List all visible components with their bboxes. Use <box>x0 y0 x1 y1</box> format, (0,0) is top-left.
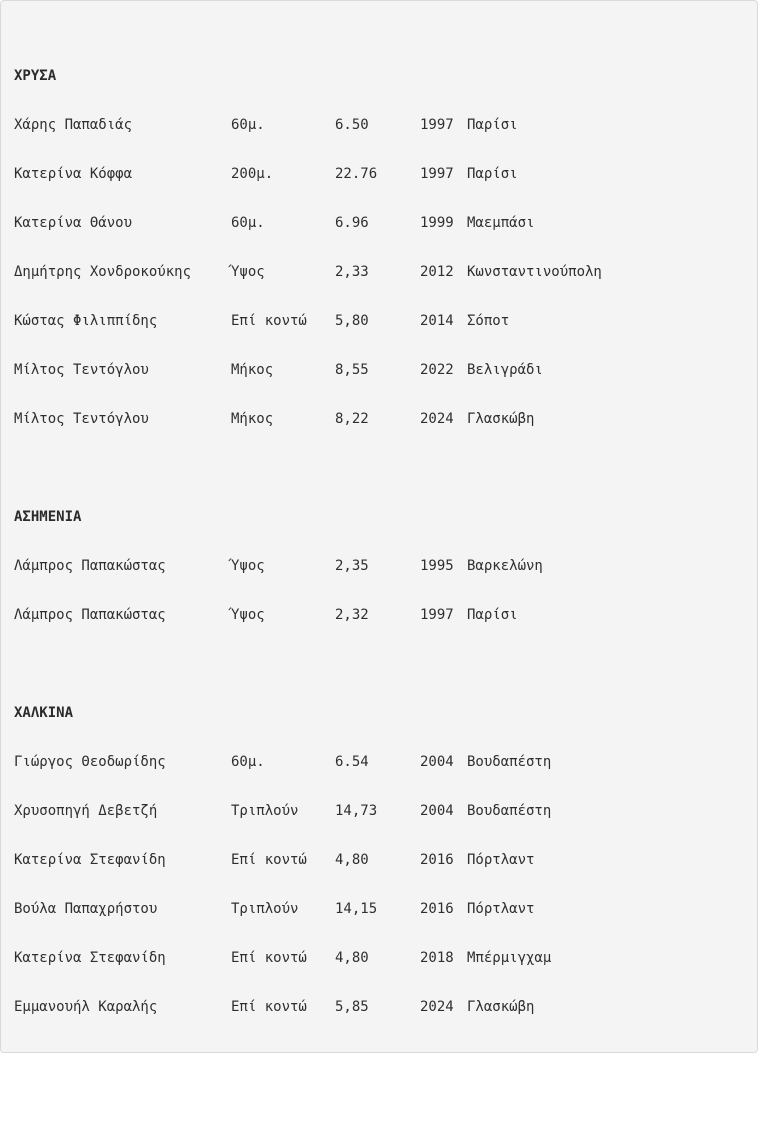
event-name: Επί κοντώ <box>231 950 307 966</box>
year: 1997 <box>420 117 454 133</box>
city: Πόρτλαντ <box>467 852 535 868</box>
year: 2004 <box>420 803 454 819</box>
year: 2024 <box>420 999 454 1015</box>
silver-section <box>14 507 749 654</box>
year: 1995 <box>420 558 454 574</box>
event-name: Τριπλούν <box>231 901 299 917</box>
performance-mark: 22.76 <box>335 166 378 182</box>
event-name: Ύψος <box>231 264 265 280</box>
table-row <box>14 556 749 605</box>
event-name: 60μ. <box>231 215 265 231</box>
city: Παρίσι <box>467 607 518 623</box>
year: 1997 <box>420 607 454 623</box>
table-row <box>14 752 749 801</box>
table-row <box>14 360 749 409</box>
year: 2022 <box>420 362 454 378</box>
city: Πόρτλαντ <box>467 901 535 917</box>
table-row <box>14 115 749 164</box>
performance-mark: 6.50 <box>335 117 369 133</box>
city: Βουδαπέστη <box>467 754 552 770</box>
athlete-name: Κατερίνα Στεφανίδη <box>14 852 166 868</box>
year: 2004 <box>420 754 454 770</box>
performance-mark: 8,22 <box>335 411 369 427</box>
event-name: Επί κοντώ <box>231 999 307 1015</box>
table-row <box>14 164 749 213</box>
year: 1997 <box>420 166 454 182</box>
athlete-name: Κατερίνα Θάνου <box>14 215 133 231</box>
performance-mark: 6.54 <box>335 754 369 770</box>
event-name: Ύψος <box>231 558 265 574</box>
athlete-name: Βούλα Παπαχρήστου <box>14 901 158 917</box>
section-title-silver: ΑΣΗΜΕΝΙΑ <box>14 509 82 525</box>
table-row <box>14 801 749 850</box>
athlete-name: Δημήτρης Χονδροκούκης <box>14 264 192 280</box>
performance-mark: 2,33 <box>335 264 369 280</box>
table-row <box>14 948 749 997</box>
event-name: Μήκος <box>231 362 274 378</box>
gold-section <box>14 66 749 458</box>
city: Κωνσταντινούπολη <box>467 264 602 280</box>
performance-mark: 5,80 <box>335 313 369 329</box>
event-name: Επί κοντώ <box>231 313 307 329</box>
event-name: Ύψος <box>231 607 265 623</box>
athlete-name: Χάρης Παπαδιάς <box>14 117 133 133</box>
city: Γλασκώβη <box>467 411 535 427</box>
section-title-gold: ΧΡΥΣΑ <box>14 68 57 84</box>
city: Βαρκελώνη <box>467 558 543 574</box>
table-row <box>14 850 749 899</box>
event-name: Τριπλούν <box>231 803 299 819</box>
city: Μαεμπάσι <box>467 215 535 231</box>
year: 2014 <box>420 313 454 329</box>
athlete-name: Μίλτος Τεντόγλου <box>14 411 149 427</box>
athlete-name: Λάμπρος Παπακώστας <box>14 607 166 623</box>
performance-mark: 8,55 <box>335 362 369 378</box>
city: Σόποτ <box>467 313 510 329</box>
year: 1999 <box>420 215 454 231</box>
city: Παρίσι <box>467 117 518 133</box>
performance-mark: 4,80 <box>335 852 369 868</box>
athlete-name: Μίλτος Τεντόγλου <box>14 362 149 378</box>
event-name: 60μ. <box>231 117 265 133</box>
event-name: 60μ. <box>231 754 265 770</box>
performance-mark: 2,35 <box>335 558 369 574</box>
city: Γλασκώβη <box>467 999 535 1015</box>
bronze-section <box>14 703 749 1046</box>
table-row <box>14 262 749 311</box>
athlete-name: Κώστας Φιλιππίδης <box>14 313 158 329</box>
table-row <box>14 899 749 948</box>
performance-mark: 2,32 <box>335 607 369 623</box>
table-row <box>14 997 749 1046</box>
performance-mark: 14,73 <box>335 803 378 819</box>
performance-mark: 6.96 <box>335 215 369 231</box>
year: 2016 <box>420 901 454 917</box>
event-name: Επί κοντώ <box>231 852 307 868</box>
city: Βουδαπέστη <box>467 803 552 819</box>
year: 2024 <box>420 411 454 427</box>
year: 2018 <box>420 950 454 966</box>
athlete-name: Χρυσοπηγή Δεβετζή <box>14 803 158 819</box>
performance-mark: 14,15 <box>335 901 378 917</box>
year: 2016 <box>420 852 454 868</box>
performance-mark: 5,85 <box>335 999 369 1015</box>
table-row <box>14 213 749 262</box>
city: Παρίσι <box>467 166 518 182</box>
event-name: Μήκος <box>231 411 274 427</box>
athlete-name: Εμμανουήλ Καραλής <box>14 999 158 1015</box>
athlete-name: Λάμπρος Παπακώστας <box>14 558 166 574</box>
section-title-bronze: ΧΑΛΚΙΝΑ <box>14 705 74 721</box>
table-row <box>14 409 749 458</box>
year: 2012 <box>420 264 454 280</box>
event-name: 200μ. <box>231 166 274 182</box>
table-row <box>14 311 749 360</box>
athlete-name: Γιώργος Θεοδωρίδης <box>14 754 166 770</box>
table-row <box>14 605 749 654</box>
city: Μπέρμιγχαμ <box>467 950 552 966</box>
athlete-name: Κατερίνα Στεφανίδη <box>14 950 166 966</box>
performance-mark: 4,80 <box>335 950 369 966</box>
city: Βελιγράδι <box>467 362 543 378</box>
athlete-name: Κατερίνα Κόφφα <box>14 166 133 182</box>
